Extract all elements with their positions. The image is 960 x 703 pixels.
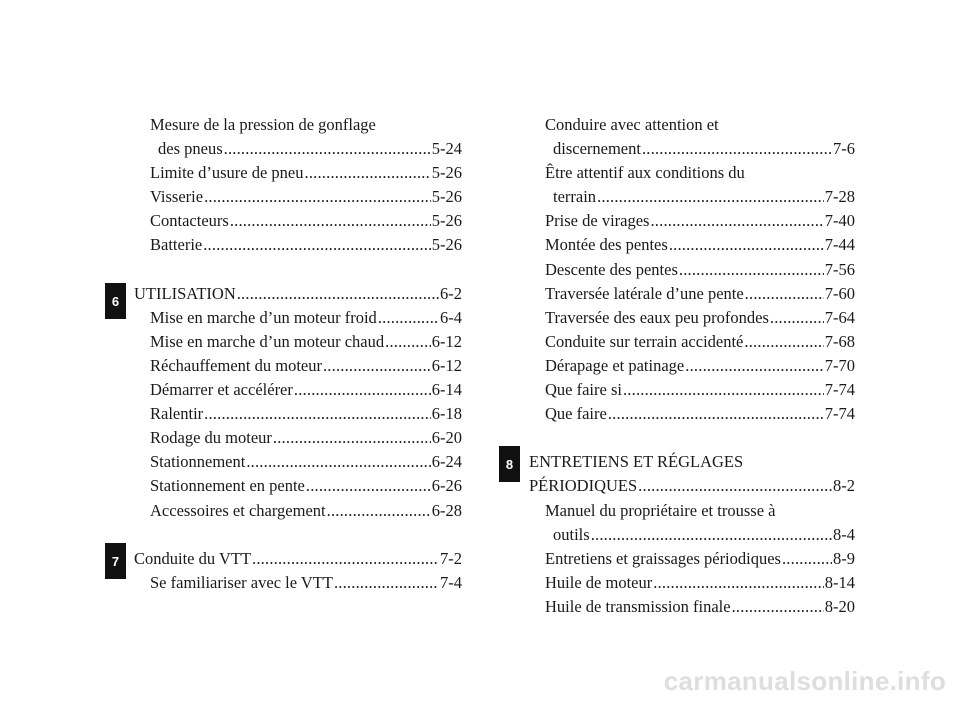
toc-entry	[134, 474, 462, 498]
toc-entry	[529, 354, 855, 378]
toc-entry-title: Montée des pentes	[545, 235, 668, 255]
section-gap	[134, 523, 462, 547]
toc-entry-title: discernement	[553, 139, 641, 159]
toc-entry	[529, 161, 855, 185]
toc-leader-dots	[745, 282, 824, 306]
toc-leader-dots	[252, 547, 439, 571]
toc-entry	[134, 185, 462, 209]
toc-entry-title: Conduire avec attention et	[545, 115, 719, 134]
toc-entry-title: UTILISATION	[134, 283, 236, 303]
toc-entry-title: Accessoires et chargement	[150, 500, 326, 520]
toc-entry-title: Entretiens et graissages périodiques	[545, 548, 781, 568]
toc-entry-title: Manuel du propriétaire et trousse à	[545, 500, 776, 520]
chapter-tab-7: 7	[105, 543, 126, 579]
toc-entry-page: 7-74	[824, 404, 855, 424]
toc-entry	[529, 137, 855, 161]
toc-entry	[134, 209, 462, 233]
toc-entry-page: 6-2	[440, 283, 462, 303]
toc-entry-title: Que faire	[545, 404, 607, 424]
toc-entry-title: Descente des pentes	[545, 259, 678, 279]
toc-leader-dots	[273, 426, 431, 450]
toc-entry	[134, 571, 462, 595]
toc-entry-title: ENTRETIENS ET RÉGLAGES	[529, 452, 744, 472]
toc-entry-title: Démarrer et accélérer	[150, 380, 293, 400]
toc-entry	[529, 113, 855, 137]
toc-entry-title: Réchauffement du moteur	[150, 355, 322, 375]
toc-entry-title: Mesure de la pression de gonflage	[150, 115, 376, 134]
toc-entry	[529, 402, 855, 426]
section-gap	[529, 426, 855, 450]
toc-entry-title: Mise en marche d’un moteur froid	[150, 307, 377, 327]
toc-leader-dots	[669, 233, 824, 257]
toc-leader-dots	[642, 137, 832, 161]
toc-leader-dots	[378, 306, 439, 330]
toc-entry-title: Traversée latérale d’une pente	[545, 283, 744, 303]
toc-leader-dots	[204, 185, 431, 209]
toc-leader-dots	[679, 258, 824, 282]
toc-entry-page: 6-24	[431, 452, 462, 472]
toc-entry-page: 7-2	[440, 548, 462, 568]
toc-leader-dots	[385, 330, 431, 354]
toc-leader-dots	[638, 474, 832, 498]
toc-leader-dots	[770, 306, 824, 330]
toc-entry-page: 6-20	[431, 428, 462, 448]
toc-entry-page: 7-74	[824, 380, 855, 400]
toc-entry-page: 6-28	[431, 500, 462, 520]
toc-entry-page: 6-4	[440, 307, 462, 327]
toc-entry-title: Contacteurs	[150, 211, 229, 231]
toc-entry-title: Prise de virages	[545, 211, 650, 231]
section-gap	[134, 258, 462, 282]
toc-entry-page: 7-56	[824, 259, 855, 279]
toc-entry-page: 6-26	[431, 476, 462, 496]
toc-entry	[134, 450, 462, 474]
toc-entry-title: Limite d’usure de pneu	[150, 163, 304, 183]
toc-entry-title: outils	[553, 524, 590, 544]
toc-entry	[529, 330, 855, 354]
toc-entry-title: Batterie	[150, 235, 203, 255]
toc-entry-title: PÉRIODIQUES	[529, 476, 638, 496]
toc-entry-page: 5-24	[431, 139, 462, 159]
toc-entry-page: 6-18	[431, 404, 462, 424]
toc-entry-page: 7-6	[833, 139, 855, 159]
toc-entry-page: 5-26	[431, 235, 462, 255]
toc-entry-title: Huile de moteur	[545, 572, 653, 592]
toc-entry	[134, 113, 462, 137]
toc-entry-page: 8-4	[833, 524, 855, 544]
toc-entry-title: Stationnement	[150, 452, 246, 472]
toc-entry-page: 7-4	[440, 572, 462, 592]
toc-entry	[529, 474, 855, 498]
toc-leader-dots	[591, 523, 832, 547]
toc-leader-dots	[323, 354, 431, 378]
toc-entry	[529, 571, 855, 595]
toc-entry	[529, 547, 855, 571]
toc-entry	[134, 378, 462, 402]
toc-entry	[134, 330, 462, 354]
toc-entry-title: Ralentir	[150, 404, 204, 424]
toc-entry-title: Conduite du VTT	[134, 548, 252, 568]
toc-entry	[134, 137, 462, 161]
toc-entry	[134, 233, 462, 257]
toc-entry	[134, 306, 462, 330]
toc-entry	[134, 402, 462, 426]
toc-entry	[529, 378, 855, 402]
toc-entry-page: 7-28	[824, 187, 855, 207]
toc-entry-page: 6-12	[431, 355, 462, 375]
toc-entry-title: Que faire si	[545, 380, 622, 400]
toc-leader-dots	[230, 209, 431, 233]
toc-entry-page: 7-70	[824, 355, 855, 375]
toc-entry-title: Mise en marche d’un moteur chaud	[150, 331, 385, 351]
toc-entry-page: 6-14	[431, 380, 462, 400]
toc-leader-dots	[305, 161, 431, 185]
toc-leader-dots	[623, 378, 824, 402]
toc-leader-dots	[650, 209, 823, 233]
toc-entry-title: Se familiariser avec le VTT	[150, 572, 333, 592]
toc-leader-dots	[597, 185, 824, 209]
toc-entry	[134, 499, 462, 523]
toc-entry-page: 7-64	[824, 307, 855, 327]
toc-entry-page: 8-9	[833, 548, 855, 568]
toc-entry-title: Conduite sur terrain accidenté	[545, 331, 744, 351]
toc-entry-title: Huile de transmission finale	[545, 596, 731, 616]
toc-entry-title: Être attentif aux conditions du	[545, 163, 745, 183]
toc-entry	[134, 354, 462, 378]
toc-entry-title: des pneus	[158, 139, 223, 159]
toc-leader-dots	[306, 474, 431, 498]
toc-entry	[529, 499, 855, 523]
toc-entry-page: 5-26	[431, 211, 462, 231]
toc-entry	[529, 450, 855, 474]
toc-entry-page: 8-2	[833, 476, 855, 496]
toc-entry-title: Stationnement en pente	[150, 476, 305, 496]
toc-entry-title: Visserie	[150, 187, 204, 207]
toc-leader-dots	[327, 499, 431, 523]
toc-leader-dots	[237, 282, 439, 306]
toc-entry	[529, 185, 855, 209]
toc-entry-title: Dérapage et patinage	[545, 355, 685, 375]
toc-leader-dots	[653, 571, 824, 595]
toc-entry	[134, 282, 462, 306]
toc-leader-dots	[204, 402, 431, 426]
toc-entry-page: 7-44	[824, 235, 855, 255]
toc-left-column	[134, 113, 462, 595]
toc-leader-dots	[224, 137, 431, 161]
chapter-tab-8: 8	[499, 446, 520, 482]
toc-entry	[529, 595, 855, 619]
toc-leader-dots	[744, 330, 823, 354]
toc-entry	[529, 306, 855, 330]
toc-entry-page: 7-40	[824, 211, 855, 231]
toc-entry-title: Rodage du moteur	[150, 428, 272, 448]
toc-entry-page: 8-20	[824, 596, 855, 616]
toc-entry	[529, 282, 855, 306]
toc-entry	[529, 258, 855, 282]
toc-entry	[529, 233, 855, 257]
toc-entry-page: 7-60	[824, 283, 855, 303]
toc-entry	[529, 523, 855, 547]
toc-entry	[134, 161, 462, 185]
toc-leader-dots	[782, 547, 832, 571]
toc-leader-dots	[294, 378, 431, 402]
toc-entry	[529, 209, 855, 233]
toc-leader-dots	[203, 233, 431, 257]
toc-entry-title: Traversée des eaux peu profondes	[545, 307, 769, 327]
toc-right-column	[529, 113, 855, 619]
chapter-tab-6: 6	[105, 283, 126, 319]
toc-entry-page: 6-12	[431, 331, 462, 351]
toc-entry-page: 5-26	[431, 187, 462, 207]
toc-leader-dots	[246, 450, 430, 474]
toc-entry-page: 8-14	[824, 572, 855, 592]
toc-leader-dots	[685, 354, 823, 378]
watermark: carmanualsonline.info	[663, 666, 946, 696]
toc-entry-title: terrain	[553, 187, 597, 207]
toc-leader-dots	[334, 571, 439, 595]
toc-entry-page: 7-68	[824, 331, 855, 351]
toc-entry	[134, 547, 462, 571]
toc-leader-dots	[608, 402, 824, 426]
toc-entry	[134, 426, 462, 450]
toc-entry-page: 5-26	[431, 163, 462, 183]
toc-leader-dots	[732, 595, 824, 619]
